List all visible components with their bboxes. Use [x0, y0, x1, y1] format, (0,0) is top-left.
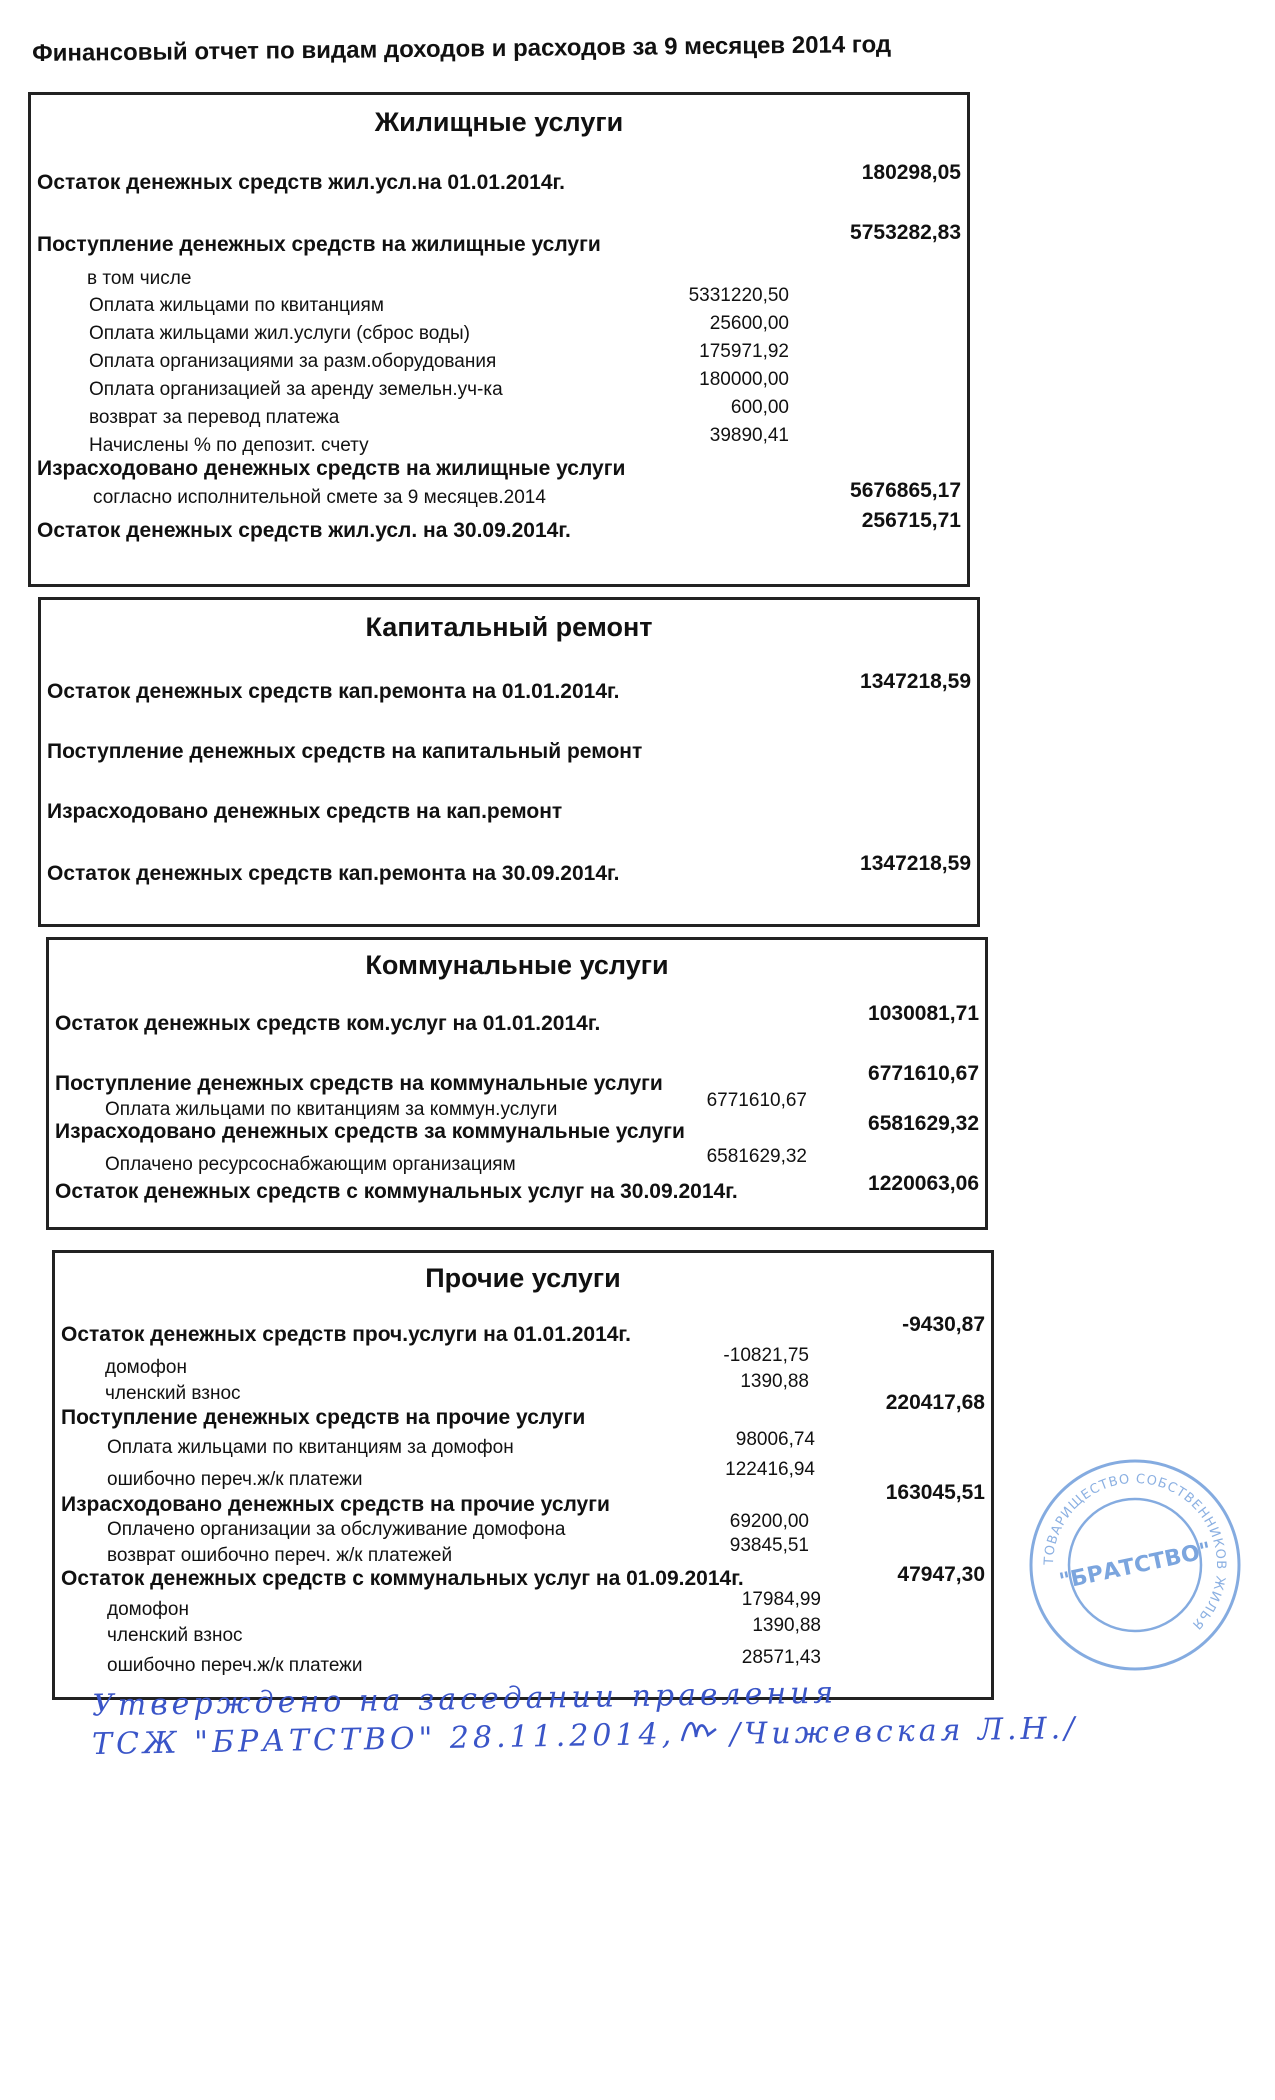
expense-value: 5676865,17	[850, 479, 961, 502]
income-item-value: 600,00	[730, 397, 789, 418]
expense-item-value: 93845,51	[729, 1535, 809, 1556]
income-item-value: 25600,00	[709, 313, 789, 334]
handwritten-note-line1: Утверждено на заседании правления	[91, 1675, 838, 1724]
opening-item-label: членский взнос	[105, 1383, 241, 1404]
income-value: 220417,68	[885, 1391, 985, 1414]
closing-balance-value: 1220063,06	[868, 1172, 979, 1195]
closing-item-value: 28571,43	[741, 1647, 821, 1668]
opening-balance-label: Остаток денежных средств жил.усл.на 01.01.2014г.	[37, 171, 565, 194]
income-item-label: Оплата организациями за разм.оборудования	[89, 351, 497, 372]
stamp-ring-text: ТОВАРИЩЕСТВО СОБСТВЕННИКОВ ЖИЛЬЯ	[1041, 1471, 1229, 1633]
expense-sub-label: согласно исполнительной смете за 9 месяцев.2014	[93, 487, 546, 508]
closing-balance-value: 47947,30	[897, 1563, 985, 1586]
section-housing	[28, 92, 970, 587]
income-item-value: 6771610,67	[706, 1090, 807, 1111]
expense-label: Израсходовано денежных средств за коммунальные услуги	[55, 1120, 685, 1143]
opening-item-value: 1390,88	[740, 1371, 809, 1392]
income-value: 6771610,67	[868, 1062, 979, 1085]
opening-balance-value: -9430,87	[902, 1313, 985, 1336]
income-item-value: 98006,74	[735, 1429, 815, 1450]
expense-item-value: 69200,00	[729, 1511, 809, 1532]
stamp-center-text: "БРАТСТВО"	[1057, 1538, 1214, 1595]
income-item-label: Оплата жильцами по квитанциям	[89, 295, 384, 316]
expense-item-label: Оплачено организации за обслуживание домофона	[107, 1519, 566, 1540]
income-item-label: возврат за перевод платежа	[89, 407, 340, 428]
section-title: Прочие услуги	[425, 1263, 621, 1293]
section-title: Капитальный ремонт	[365, 612, 653, 642]
expense-label: Израсходовано денежных средств на прочие услуги	[61, 1493, 610, 1516]
income-item-label: Оплата жильцами жил.услуги (сброс воды)	[89, 323, 470, 344]
closing-item-value: 1390,88	[752, 1615, 821, 1636]
expense-item-label: возврат ошибочно переч. ж/к платежей	[107, 1545, 453, 1566]
expense-value: 6581629,32	[868, 1112, 979, 1135]
closing-balance-value: 256715,71	[861, 509, 961, 532]
expense-item-value: 6581629,32	[706, 1146, 807, 1167]
opening-balance-value: 180298,05	[861, 161, 961, 184]
including-label: в том числе	[87, 268, 192, 289]
organization-stamp	[1025, 1455, 1245, 1675]
income-item-label: Начислены % по депозит. счету	[89, 435, 369, 456]
income-label: Поступление денежных средств на капитальный ремонт	[47, 740, 643, 763]
income-item-value: 122416,94	[725, 1459, 815, 1480]
income-label: Поступление денежных средств на прочие услуги	[61, 1406, 586, 1429]
income-item-value: 175971,92	[699, 341, 789, 362]
opening-balance-value: 1347218,59	[860, 670, 971, 693]
closing-item-value: 17984,99	[741, 1589, 821, 1610]
closing-balance-label: Остаток денежных средств с коммунальных услуг на 30.09.2014г.	[55, 1180, 738, 1203]
expense-label: Израсходовано денежных средств на кап.ремонт	[47, 800, 563, 823]
income-item-label: Оплата жильцами по квитанциям за коммун.услуги	[105, 1099, 558, 1120]
closing-item-label: домофон	[107, 1599, 189, 1620]
section-title: Коммунальные услуги	[365, 950, 669, 980]
income-value: 5753282,83	[850, 221, 961, 244]
expense-item-label: Оплачено ресурсоснабжающим организациям	[105, 1154, 516, 1175]
section-capital-repair	[38, 597, 980, 927]
closing-balance-label: Остаток денежных средств с коммунальных услуг на 01.09.2014г.	[61, 1567, 744, 1590]
income-item-value: 5331220,50	[688, 285, 789, 306]
income-item-value: 39890,41	[709, 425, 789, 446]
income-label: Поступление денежных средств на коммунальные услуги	[55, 1072, 663, 1095]
handwritten-signer: /Чижевская Л.Н./	[729, 1710, 1079, 1753]
income-item-label: Оплата организацией за аренду земельн.уч-ка	[89, 379, 503, 400]
handwritten-note-line2: ТСЖ "БРАТСТВО" 28.11.2014,	[91, 1716, 676, 1763]
opening-balance-value: 1030081,71	[868, 1002, 979, 1025]
opening-balance-label: Остаток денежных средств ком.услуг на 01.01.2014г.	[55, 1012, 601, 1035]
income-item-value: 180000,00	[699, 369, 789, 390]
income-item-label: ошибочно переч.ж/к платежи	[107, 1469, 363, 1490]
income-label: Поступление денежных средств на жилищные услуги	[37, 233, 601, 256]
section-title: Жилищные услуги	[374, 107, 624, 137]
closing-balance-label: Остаток денежных средств кап.ремонта на 30.09.2014г.	[47, 862, 620, 885]
section-utilities	[46, 937, 988, 1230]
closing-item-label: ошибочно переч.ж/к платежи	[107, 1655, 363, 1676]
closing-balance-value: 1347218,59	[860, 852, 971, 875]
opening-item-label: домофон	[105, 1357, 187, 1378]
page-title: Финансовый отчет по видам доходов и расходов за 9 месяцев 2014 год	[32, 31, 892, 67]
opening-item-value: -10821,75	[723, 1345, 809, 1366]
opening-balance-label: Остаток денежных средств кап.ремонта на 01.01.2014г.	[47, 680, 620, 703]
expense-label: Израсходовано денежных средств на жилищные услуги	[37, 457, 626, 480]
expense-value: 163045,51	[885, 1481, 985, 1504]
closing-item-label: членский взнос	[107, 1625, 243, 1646]
signature-mark	[678, 1713, 720, 1747]
income-item-label: Оплата жильцами по квитанциям за домофон	[107, 1437, 514, 1458]
opening-balance-label: Остаток денежных средств проч.услуги на 01.01.2014г.	[61, 1323, 631, 1346]
closing-balance-label: Остаток денежных средств жил.усл. на 30.09.2014г.	[37, 519, 571, 542]
section-other-services	[52, 1250, 994, 1700]
